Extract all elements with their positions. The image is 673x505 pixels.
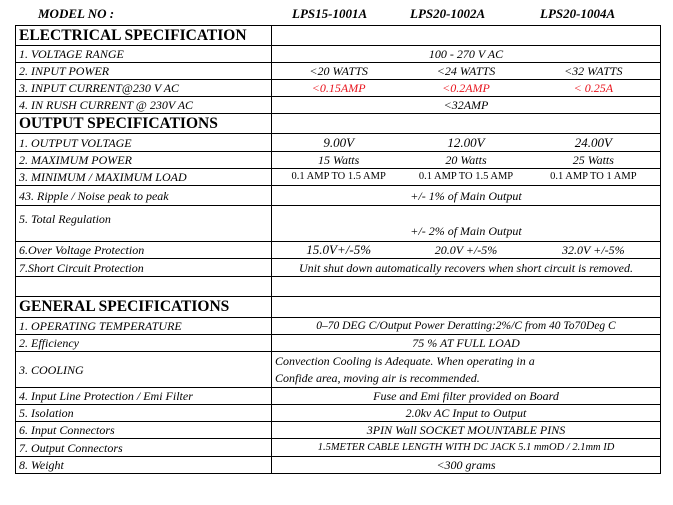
output-connectors-value: 1.5METER CABLE LENGTH WITH DC JACK 5.1 mmOD / 2.1mm ID xyxy=(272,439,661,457)
output-voltage-value: 9.00V xyxy=(323,134,355,150)
input-current-row xyxy=(16,80,661,97)
output-voltage-value: 12.00V xyxy=(447,134,485,150)
ovp-row xyxy=(16,242,661,259)
output-section-row xyxy=(16,114,661,134)
input-current-value: < 0.25A xyxy=(573,81,614,95)
isolation-value: 2.0kv AC Input to Output xyxy=(272,405,661,422)
model-2-header: LPS20-1002A xyxy=(410,6,486,21)
short-circuit-row xyxy=(16,259,661,277)
general-section-title: GENERAL SPECIFICATIONS xyxy=(16,297,272,318)
input-power-value: <20 WATTS xyxy=(309,64,368,78)
cooling-row xyxy=(16,352,661,388)
input-power-value: <32 WATTS xyxy=(564,64,623,78)
voltage-range-value: 100 - 270 V AC xyxy=(272,46,661,63)
input-connectors-row xyxy=(16,422,661,439)
ovp-value: 20.0V +/-5% xyxy=(434,243,498,257)
input-power-label: 2. INPUT POWER xyxy=(16,63,272,80)
input-current-value: <0.2AMP xyxy=(442,81,490,95)
inrush-row xyxy=(16,97,661,114)
output-connectors-label: 7. Output Connectors xyxy=(16,439,272,457)
ripple-value: +/- 1% of Main Output xyxy=(272,186,661,206)
load-value: 0.1 AMP TO 1.5 AMP xyxy=(418,171,514,182)
weight-label: 8. Weight xyxy=(16,457,272,474)
operating-temp-row xyxy=(16,318,661,335)
regulation-row xyxy=(16,206,661,242)
ripple-row xyxy=(16,186,661,206)
cooling-value-line2: Confide area, moving air is recommended. xyxy=(275,370,480,385)
output-voltage-value: 24.00V xyxy=(574,134,612,150)
operating-temp-value: 0–70 DEG C/Output Power Deratting:2%/C from 40 To70Deg C xyxy=(272,318,661,335)
load-value: 0.1 AMP TO 1 AMP xyxy=(550,171,637,182)
max-power-label: 2. MAXIMUM POWER xyxy=(16,152,272,169)
efficiency-row xyxy=(16,335,661,352)
max-power-value: 25 Watts xyxy=(572,153,614,167)
electrical-section-title: ELECTRICAL SPECIFICATION xyxy=(16,26,272,46)
inrush-label: 4. IN RUSH CURRENT @ 230V AC xyxy=(16,97,272,114)
efficiency-value: 75 % AT FULL LOAD xyxy=(272,335,661,352)
ovp-label: 6.Over Voltage Protection xyxy=(16,242,272,259)
electrical-section-row xyxy=(16,26,661,46)
max-power-row xyxy=(16,152,661,169)
model-3-header: LPS20-1004A xyxy=(540,6,616,21)
regulation-label: 5. Total Regulation xyxy=(16,206,272,242)
ripple-label: 43. Ripple / Noise peak to peak xyxy=(16,186,272,206)
regulation-value: +/- 2% of Main Output xyxy=(272,206,661,242)
input-current-value: <0.15AMP xyxy=(311,81,366,95)
cooling-label: 3. COOLING xyxy=(16,352,272,388)
operating-temp-label: 1. OPERATING TEMPERATURE xyxy=(16,318,272,335)
voltage-range-row xyxy=(16,46,661,63)
output-voltage-label: 1. OUTPUT VOLTAGE xyxy=(16,134,272,152)
inrush-value: <32AMP xyxy=(272,97,661,114)
spec-table xyxy=(15,25,661,474)
voltage-range-label: 1. VOLTAGE RANGE xyxy=(16,46,272,63)
load-label: 3. MINIMUM / MAXIMUM LOAD xyxy=(16,169,272,186)
output-connectors-row xyxy=(16,439,661,457)
ovp-value: 32.0V +/-5% xyxy=(562,243,625,257)
input-connectors-value: 3PIN Wall SOCKET MOUNTABLE PINS xyxy=(272,422,661,439)
input-power-value: <24 WATTS xyxy=(436,64,496,78)
ovp-value: 15.0V+/-5% xyxy=(306,242,372,257)
input-current-label: 3. INPUT CURRENT@230 V AC xyxy=(16,80,272,97)
load-row xyxy=(16,169,661,186)
weight-row xyxy=(16,457,661,474)
spacer-row xyxy=(16,277,661,297)
cooling-value-line1: Convection Cooling is Adequate. When operating in a xyxy=(275,353,535,368)
input-power-row xyxy=(16,63,661,80)
short-circuit-value: Unit shut down automatically recovers when short circuit is removed. xyxy=(272,259,661,277)
input-connectors-label: 6. Input Connectors xyxy=(16,422,272,439)
input-protection-label: 4. Input Line Protection / Emi Filter xyxy=(16,388,272,405)
output-section-title: OUTPUT SPECIFICATIONS xyxy=(16,114,272,134)
efficiency-label: 2. Efficiency xyxy=(16,335,272,352)
short-circuit-label: 7.Short Circuit Protection xyxy=(16,259,272,277)
general-section-row xyxy=(16,297,661,318)
input-protection-value: Fuse and Emi filter provided on Board xyxy=(272,388,661,405)
output-voltage-row xyxy=(16,134,661,152)
load-value: 0.1 AMP TO 1.5 AMP xyxy=(291,171,386,182)
isolation-label: 5. Isolation xyxy=(16,405,272,422)
model-1-header: LPS15-1001A xyxy=(292,6,368,21)
input-protection-row xyxy=(16,388,661,405)
model-header-label: MODEL NO : xyxy=(38,6,115,21)
max-power-value: 15 Watts xyxy=(318,153,360,167)
max-power-value: 20 Watts xyxy=(445,153,487,167)
weight-value: <300 grams xyxy=(272,457,661,474)
isolation-row xyxy=(16,405,661,422)
